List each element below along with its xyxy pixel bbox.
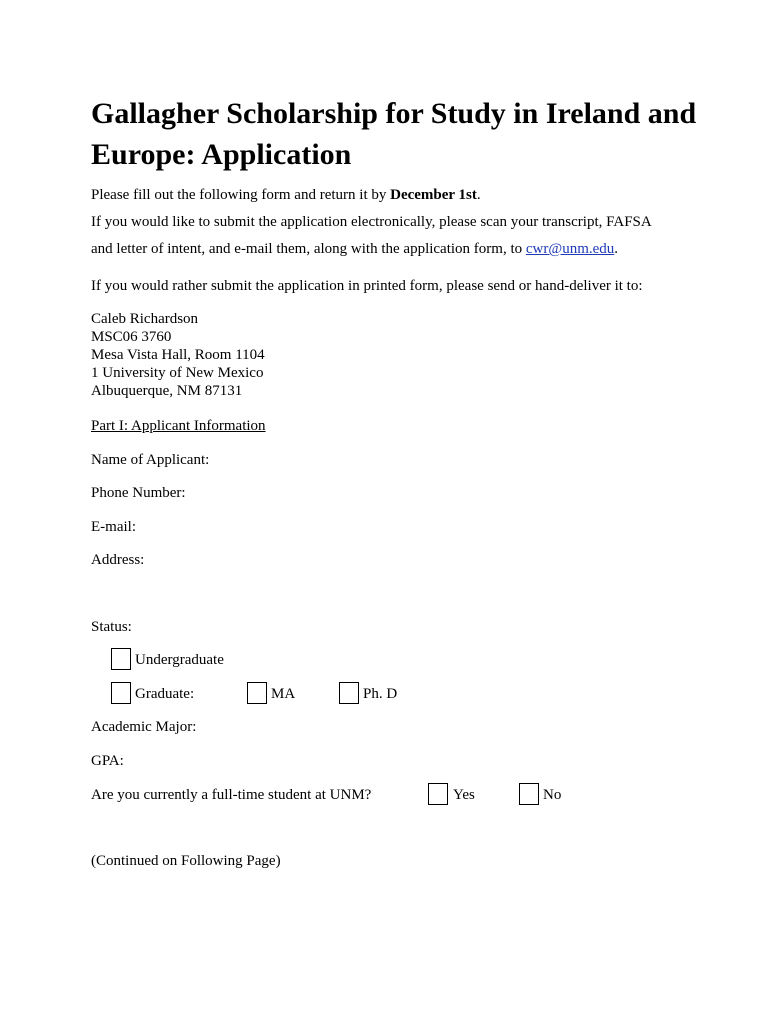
phone-number-label: Phone Number:	[91, 485, 186, 501]
yes-checkbox[interactable]	[428, 783, 448, 805]
address-line: MSC06 3760	[91, 329, 172, 345]
mailing-address	[91, 310, 265, 400]
printed-instruction: If you would rather submit the application in printed form, please send or hand-deliver it to:	[91, 278, 643, 294]
deadline-prefix: Please fill out the following form and return it by	[91, 187, 391, 203]
phd-checkbox[interactable]	[339, 682, 359, 704]
address-line: Albuquerque, NM 87131	[91, 383, 243, 399]
no-checkbox[interactable]	[519, 783, 539, 805]
ma-label: MA	[271, 686, 296, 702]
gpa-label: GPA:	[91, 753, 124, 769]
deadline-suffix: .	[476, 187, 481, 203]
electronic-instruction-line2	[91, 240, 618, 258]
address-label: Address:	[91, 552, 145, 568]
address-line: Mesa Vista Hall, Room 1104	[91, 347, 265, 363]
undergraduate-label: Undergraduate	[135, 652, 224, 668]
deadline-instruction	[91, 186, 481, 204]
graduate-checkbox[interactable]	[111, 682, 131, 704]
yes-label: Yes	[453, 787, 475, 803]
ma-checkbox[interactable]	[247, 682, 267, 704]
graduate-label: Graduate:	[135, 686, 195, 702]
email-link[interactable]: cwr@unm.edu	[525, 241, 615, 257]
academic-major-label: Academic Major:	[91, 719, 197, 735]
undergraduate-checkbox[interactable]	[111, 648, 131, 670]
electronic-line2-prefix: and letter of intent, and e-mail them, along with the application form, to	[91, 241, 526, 257]
electronic-line2-suffix: .	[614, 241, 619, 257]
email-label: E-mail:	[91, 519, 136, 535]
fulltime-question: Are you currently a full-time student at UNM?	[91, 787, 372, 803]
address-line: Caleb Richardson	[91, 311, 199, 327]
deadline-date: December 1st	[390, 187, 477, 203]
phd-label: Ph. D	[363, 686, 398, 702]
name-of-applicant-label: Name of Applicant:	[91, 452, 210, 468]
address-line: 1 University of New Mexico	[91, 365, 264, 381]
part1-heading: Part I: Applicant Information	[91, 418, 266, 434]
electronic-instruction-line1: If you would like to submit the application electronically, please scan your transcript, FAFSA	[91, 214, 652, 230]
page-title: Gallagher Scholarship for Study in Ireland and Europe: Application	[91, 97, 697, 171]
status-label: Status:	[91, 619, 132, 635]
continued-note: (Continued on Following Page)	[91, 853, 281, 869]
no-label: No	[543, 787, 562, 803]
